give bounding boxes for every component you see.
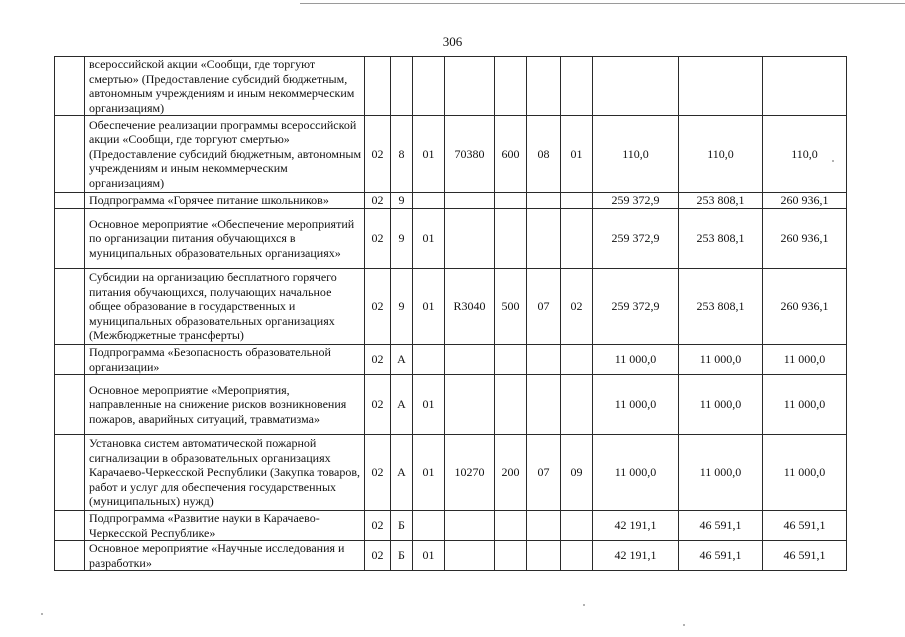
direction-code-cell xyxy=(445,345,495,375)
amount-year-1-cell: 42 191,1 xyxy=(593,511,679,541)
section-code-cell xyxy=(527,511,561,541)
program-code-cell: 02 xyxy=(365,116,391,193)
expense-type-cell xyxy=(495,345,527,375)
main-event-code-cell xyxy=(413,345,445,375)
amount-year-1-cell: 259 372,9 xyxy=(593,269,679,345)
table-row xyxy=(55,193,847,209)
row-name-cell: Основное мероприятие «Обеспечение мероприятий по организации питания обучающихся в муниципальных образовательных организациях» xyxy=(85,209,365,269)
main-event-code-cell: 01 xyxy=(413,541,445,571)
budget-table xyxy=(54,56,847,571)
scan-speck xyxy=(683,624,685,626)
table-row xyxy=(55,345,847,375)
section-code-cell xyxy=(527,345,561,375)
table-row xyxy=(55,375,847,435)
table-row xyxy=(55,57,847,116)
program-code-cell: 02 xyxy=(365,511,391,541)
subsection-code-cell xyxy=(561,511,593,541)
row-name-cell: всероссийской акции «Сообщи, где торгуют смертью» (Предоставление субсидий бюджетным, автономным учреждениям и иным некоммерческим организациям) xyxy=(85,57,365,116)
table-row xyxy=(55,511,847,541)
section-code-cell xyxy=(527,541,561,571)
subsection-code-cell xyxy=(561,541,593,571)
direction-code-cell: 10270 xyxy=(445,435,495,511)
amount-year-1-cell xyxy=(593,57,679,116)
program-code-cell: 02 xyxy=(365,375,391,435)
program-code-cell: 02 xyxy=(365,209,391,269)
main-event-code-cell: 01 xyxy=(413,209,445,269)
table-row xyxy=(55,435,847,511)
section-code-cell: 07 xyxy=(527,269,561,345)
program-code-cell: 02 xyxy=(365,193,391,209)
row-marker-cell xyxy=(55,116,85,193)
subprogram-code-cell: А xyxy=(391,345,413,375)
amount-year-2-cell: 46 591,1 xyxy=(679,541,763,571)
subsection-code-cell xyxy=(561,193,593,209)
expense-type-cell xyxy=(495,511,527,541)
scan-speck xyxy=(41,613,43,615)
row-marker-cell xyxy=(55,209,85,269)
amount-year-2-cell: 253 808,1 xyxy=(679,193,763,209)
table-row xyxy=(55,209,847,269)
amount-year-3-cell: 260 936,1 xyxy=(763,209,847,269)
table-row xyxy=(55,269,847,345)
amount-year-1-cell: 11 000,0 xyxy=(593,345,679,375)
scan-edge-line xyxy=(300,3,905,4)
subsection-code-cell: 02 xyxy=(561,269,593,345)
subsection-code-cell: 01 xyxy=(561,116,593,193)
row-marker-cell xyxy=(55,435,85,511)
amount-year-2-cell: 11 000,0 xyxy=(679,375,763,435)
direction-code-cell xyxy=(445,193,495,209)
expense-type-cell xyxy=(495,193,527,209)
row-name-cell: Основное мероприятие «Мероприятия, направленные на снижение рисков возникновения пожаров, аварийных ситуаций, травматизма» xyxy=(85,375,365,435)
amount-year-2-cell xyxy=(679,57,763,116)
amount-year-2-cell: 253 808,1 xyxy=(679,209,763,269)
amount-year-1-cell: 42 191,1 xyxy=(593,541,679,571)
amount-year-2-cell: 11 000,0 xyxy=(679,435,763,511)
direction-code-cell: 70380 xyxy=(445,116,495,193)
section-code-cell: 07 xyxy=(527,435,561,511)
amount-year-1-cell: 11 000,0 xyxy=(593,435,679,511)
program-code-cell: 02 xyxy=(365,345,391,375)
direction-code-cell xyxy=(445,541,495,571)
row-marker-cell xyxy=(55,57,85,116)
subsection-code-cell xyxy=(561,375,593,435)
subsection-code-cell xyxy=(561,57,593,116)
section-code-cell: 08 xyxy=(527,116,561,193)
program-code-cell xyxy=(365,57,391,116)
direction-code-cell: R3040 xyxy=(445,269,495,345)
amount-year-3-cell: 11 000,0 xyxy=(763,435,847,511)
subprogram-code-cell: 9 xyxy=(391,269,413,345)
row-name-cell: Установка систем автоматической пожарной сигнализации в образовательных организациях Карачаево-Черкесской Республики (Закупка товаров, работ и услуг для обеспечения государственных (муниципальных) нужд) xyxy=(85,435,365,511)
section-code-cell xyxy=(527,193,561,209)
amount-year-3-cell: 11 000,0 xyxy=(763,375,847,435)
subprogram-code-cell: А xyxy=(391,435,413,511)
main-event-code-cell: 01 xyxy=(413,435,445,511)
amount-year-1-cell: 110,0 xyxy=(593,116,679,193)
table-row xyxy=(55,541,847,571)
amount-year-3-cell: 46 591,1 xyxy=(763,541,847,571)
main-event-code-cell xyxy=(413,511,445,541)
expense-type-cell xyxy=(495,541,527,571)
direction-code-cell xyxy=(445,57,495,116)
amount-year-3-cell: 260 936,1 xyxy=(763,193,847,209)
row-marker-cell xyxy=(55,511,85,541)
amount-year-3-cell: 260 936,1 xyxy=(763,269,847,345)
expense-type-cell xyxy=(495,209,527,269)
main-event-code-cell xyxy=(413,193,445,209)
amount-year-3-cell: 110,0 xyxy=(763,116,847,193)
direction-code-cell xyxy=(445,511,495,541)
subsection-code-cell xyxy=(561,209,593,269)
amount-year-2-cell: 46 591,1 xyxy=(679,511,763,541)
amount-year-1-cell: 11 000,0 xyxy=(593,375,679,435)
row-marker-cell xyxy=(55,345,85,375)
main-event-code-cell: 01 xyxy=(413,116,445,193)
subprogram-code-cell: 9 xyxy=(391,209,413,269)
direction-code-cell xyxy=(445,209,495,269)
amount-year-3-cell xyxy=(763,57,847,116)
program-code-cell: 02 xyxy=(365,541,391,571)
expense-type-cell: 500 xyxy=(495,269,527,345)
amount-year-1-cell: 259 372,9 xyxy=(593,193,679,209)
amount-year-3-cell: 11 000,0 xyxy=(763,345,847,375)
subprogram-code-cell: Б xyxy=(391,541,413,571)
amount-year-2-cell: 253 808,1 xyxy=(679,269,763,345)
main-event-code-cell: 01 xyxy=(413,375,445,435)
amount-year-2-cell: 11 000,0 xyxy=(679,345,763,375)
subprogram-code-cell: 9 xyxy=(391,193,413,209)
row-marker-cell xyxy=(55,193,85,209)
page-number: 306 xyxy=(442,34,463,49)
expense-type-cell: 600 xyxy=(495,116,527,193)
scan-speck xyxy=(832,160,834,162)
expense-type-cell xyxy=(495,375,527,435)
expense-type-cell: 200 xyxy=(495,435,527,511)
scan-speck xyxy=(583,604,585,606)
subsection-code-cell xyxy=(561,345,593,375)
row-marker-cell xyxy=(55,269,85,345)
row-name-cell: Основное мероприятие «Научные исследования и разработки» xyxy=(85,541,365,571)
direction-code-cell xyxy=(445,375,495,435)
program-code-cell: 02 xyxy=(365,435,391,511)
expense-type-cell xyxy=(495,57,527,116)
program-code-cell: 02 xyxy=(365,269,391,345)
row-marker-cell xyxy=(55,375,85,435)
section-code-cell xyxy=(527,375,561,435)
section-code-cell xyxy=(527,57,561,116)
subprogram-code-cell: А xyxy=(391,375,413,435)
main-event-code-cell xyxy=(413,57,445,116)
row-name-cell: Субсидии на организацию бесплатного горячего питания обучающихся, получающих начальное общее образование в государственных и муниципальных образовательных организациях (Межбюджетные трансферты) xyxy=(85,269,365,345)
section-code-cell xyxy=(527,209,561,269)
row-name-cell: Обеспечение реализации программы всероссийской акции «Сообщи, где торгуют смертью» (Предоставление субсидий бюджетным, автономным учреждениям и иным некоммерческим организациям) xyxy=(85,116,365,193)
row-name-cell: Подпрограмма «Безопасность образовательной организации» xyxy=(85,345,365,375)
row-marker-cell xyxy=(55,541,85,571)
main-event-code-cell: 01 xyxy=(413,269,445,345)
subsection-code-cell: 09 xyxy=(561,435,593,511)
row-name-cell: Подпрограмма «Горячее питание школьников» xyxy=(85,193,365,209)
amount-year-1-cell: 259 372,9 xyxy=(593,209,679,269)
subprogram-code-cell xyxy=(391,57,413,116)
table-row xyxy=(55,116,847,193)
row-name-cell: Подпрограмма «Развитие науки в Карачаево-Черкесской Республике» xyxy=(85,511,365,541)
amount-year-2-cell: 110,0 xyxy=(679,116,763,193)
amount-year-3-cell: 46 591,1 xyxy=(763,511,847,541)
subprogram-code-cell: Б xyxy=(391,511,413,541)
subprogram-code-cell: 8 xyxy=(391,116,413,193)
